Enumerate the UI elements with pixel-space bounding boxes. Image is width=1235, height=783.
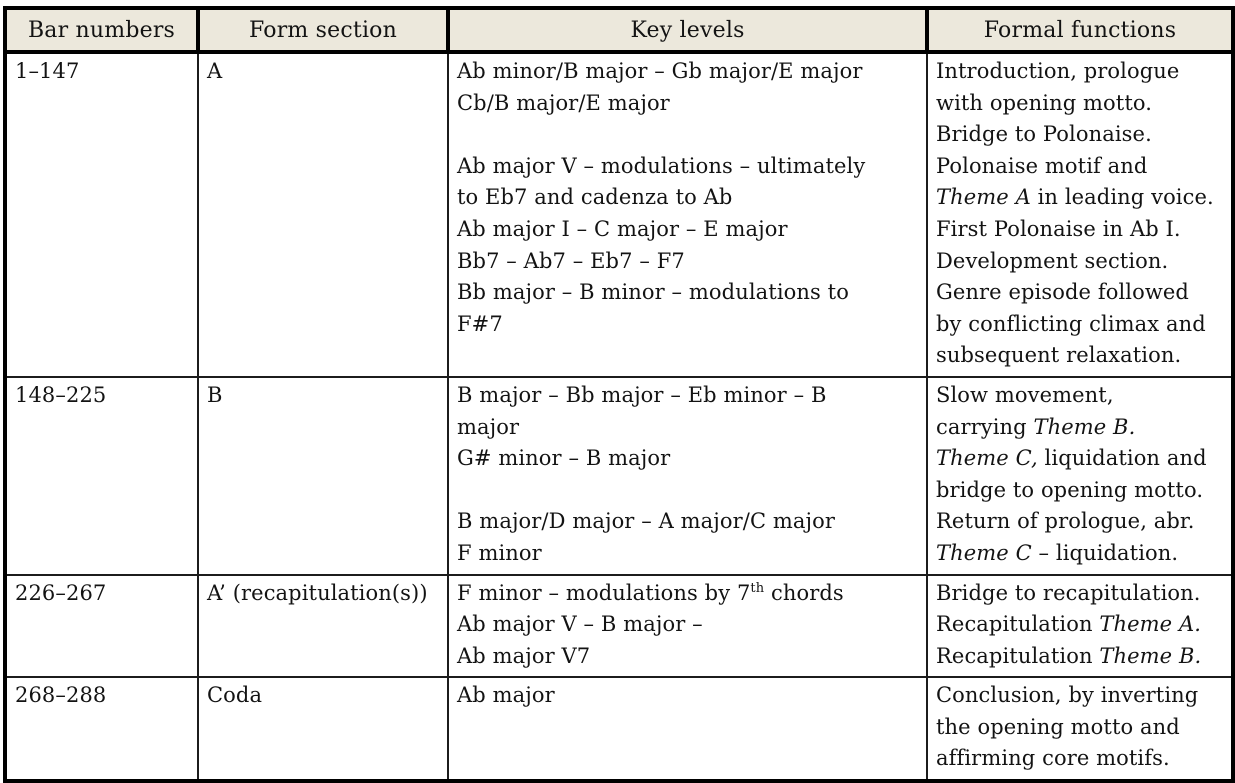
table-body [5, 52, 1233, 781]
cell-line: F#7 [457, 311, 503, 336]
cell-line: Introduction, prologue [936, 59, 1180, 83]
cell-line: Coda [207, 683, 263, 708]
table-row [5, 377, 1233, 575]
cell-line: 268–288 [15, 683, 107, 708]
cell-form-section [198, 52, 448, 377]
cell-line: Slow movement, [936, 382, 1114, 407]
cell-line: affirming core motifs. [936, 746, 1170, 771]
cell-line: Ab major V7 [457, 643, 591, 668]
cell-line: 226–267 [15, 580, 107, 605]
cell-line: Ab minor/B major – Gb major/E major [457, 59, 863, 83]
cell-key-levels [448, 52, 927, 377]
cell-bar-numbers [5, 677, 198, 781]
cell-line: F minor – modulations by 7th chords [457, 580, 844, 605]
header-row [5, 8, 1233, 52]
cell-line: Conclusion, by inverting [936, 683, 1199, 708]
cell-line: Bb major – B minor – modulations to [457, 280, 849, 305]
cell-line: 148–225 [15, 382, 107, 407]
table-row [5, 52, 1233, 377]
cell-line [457, 119, 920, 151]
cell-line: Return of prologue, abr. [936, 509, 1195, 534]
cell-line: Recapitulation Theme B. [936, 643, 1202, 668]
cell-formal-functions [927, 52, 1233, 377]
cell-bar-numbers [5, 377, 198, 575]
table-row [5, 575, 1233, 678]
cell-line: to Eb7 and cadenza to Ab [457, 185, 733, 210]
cell-line: Ab major [457, 683, 555, 708]
cell-line: Bb7 – Ab7 – Eb7 – F7 [457, 248, 685, 273]
cell-line: B [207, 382, 223, 407]
cell-line: Polonaise motif and [936, 153, 1148, 178]
cell-line: major [457, 414, 520, 439]
column-header-bar-numbers: Bar numbers [5, 8, 198, 52]
cell-line: A’ (recapitulation(s)) [207, 580, 428, 605]
cell-line: subsequent relaxation. [936, 343, 1182, 368]
column-header-form-section: Form section [198, 8, 448, 52]
column-header-formal-functions: Formal functions [927, 8, 1233, 52]
cell-key-levels [448, 677, 927, 781]
cell-formal-functions [927, 677, 1233, 781]
cell-form-section [198, 575, 448, 678]
cell-form-section [198, 377, 448, 575]
table-row [5, 677, 1233, 781]
cell-line: Theme A in leading voice. [936, 185, 1214, 210]
cell-line: F minor [457, 540, 542, 565]
cell-line: B major – Bb major – Eb minor – B [457, 382, 827, 407]
cell-line: B major/D major – A major/C major [457, 509, 836, 534]
cell-line: bridge to opening motto. [936, 477, 1204, 502]
cell-bar-numbers [5, 52, 198, 377]
cell-line: Ab major V – modulations – ultimately [457, 153, 866, 178]
cell-line: Bridge to recapitulation. [936, 580, 1201, 605]
cell-form-section [198, 677, 448, 781]
cell-key-levels [448, 575, 927, 678]
cell-line: by conflicting climax and [936, 311, 1206, 336]
cell-line: Theme C, liquidation and [936, 446, 1207, 471]
cell-line: Genre episode followed [936, 280, 1189, 305]
cell-line: Recapitulation Theme A. [936, 612, 1202, 637]
cell-line: the opening motto and [936, 714, 1180, 739]
cell-line: Ab major I – C major – E major [457, 216, 788, 241]
table-header [5, 8, 1233, 52]
cell-line: G# minor – B major [457, 446, 671, 471]
cell-formal-functions [927, 377, 1233, 575]
cell-bar-numbers [5, 575, 198, 678]
cell-formal-functions [927, 575, 1233, 678]
cell-line: 1–147 [15, 59, 80, 83]
cell-line: Theme C – liquidation. [936, 540, 1179, 565]
cell-line: Ab major V – B major – [457, 612, 703, 637]
cell-line: Development section. [936, 248, 1169, 273]
column-header-key-levels: Key levels [448, 8, 927, 52]
cell-line: Bridge to Polonaise. [936, 122, 1152, 147]
cell-line: carrying Theme B. [936, 414, 1136, 439]
cell-line [457, 475, 920, 507]
cell-line: Cb/B major/E major [457, 90, 670, 115]
cell-line: First Polonaise in Ab I. [936, 216, 1181, 241]
form-analysis-table [3, 6, 1235, 783]
cell-line: with opening motto. [936, 90, 1153, 115]
cell-key-levels [448, 377, 927, 575]
cell-line: A [207, 59, 223, 83]
